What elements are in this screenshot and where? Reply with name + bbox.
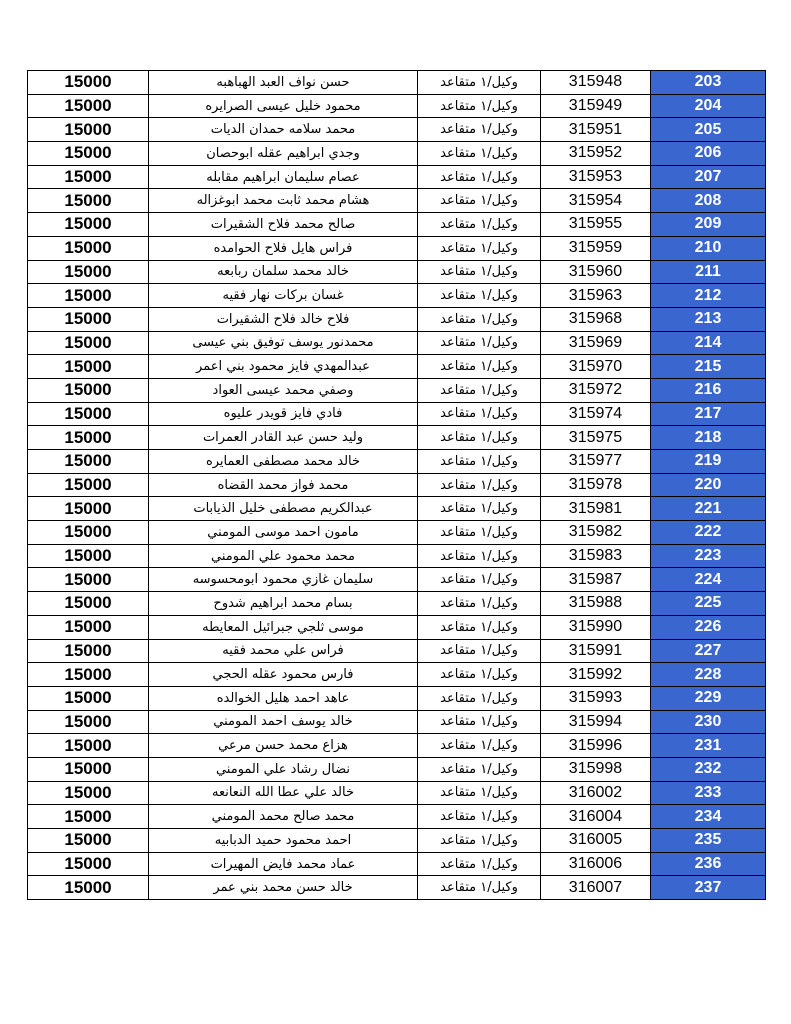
id-number-cell: 316002 bbox=[541, 781, 651, 805]
name-cell: محمد محمود علي المومني bbox=[149, 544, 418, 568]
serial-number-cell: 222 bbox=[651, 521, 766, 545]
id-number-cell: 315996 bbox=[541, 734, 651, 758]
serial-number-cell: 208 bbox=[651, 189, 766, 213]
serial-number-cell: 219 bbox=[651, 450, 766, 474]
amount-cell: 15000 bbox=[28, 544, 149, 568]
amount-cell: 15000 bbox=[28, 592, 149, 616]
name-cell: هزاع محمد حسن مرعي bbox=[149, 734, 418, 758]
rank-cell: وكيل/١ متقاعد bbox=[418, 260, 541, 284]
table-row bbox=[28, 781, 766, 805]
name-cell: مامون احمد موسى المومني bbox=[149, 521, 418, 545]
rank-cell: وكيل/١ متقاعد bbox=[418, 544, 541, 568]
rank-cell: وكيل/١ متقاعد bbox=[418, 378, 541, 402]
roster-table bbox=[27, 70, 766, 900]
serial-number-cell: 204 bbox=[651, 94, 766, 118]
serial-number-cell: 214 bbox=[651, 331, 766, 355]
id-number-cell: 315949 bbox=[541, 94, 651, 118]
serial-number-cell: 224 bbox=[651, 568, 766, 592]
rank-cell: وكيل/١ متقاعد bbox=[418, 852, 541, 876]
id-number-cell: 316007 bbox=[541, 876, 651, 900]
id-number-cell: 315992 bbox=[541, 663, 651, 687]
table-row bbox=[28, 757, 766, 781]
rank-cell: وكيل/١ متقاعد bbox=[418, 213, 541, 237]
serial-number-cell: 225 bbox=[651, 592, 766, 616]
serial-number-cell: 229 bbox=[651, 686, 766, 710]
amount-cell: 15000 bbox=[28, 876, 149, 900]
amount-cell: 15000 bbox=[28, 639, 149, 663]
serial-number-cell: 205 bbox=[651, 118, 766, 142]
rank-cell: وكيل/١ متقاعد bbox=[418, 829, 541, 853]
serial-number-cell: 233 bbox=[651, 781, 766, 805]
rank-cell: وكيل/١ متقاعد bbox=[418, 142, 541, 166]
table-row bbox=[28, 521, 766, 545]
name-cell: محمد صالح محمد المومني bbox=[149, 805, 418, 829]
table-row bbox=[28, 497, 766, 521]
amount-cell: 15000 bbox=[28, 734, 149, 758]
table-row bbox=[28, 734, 766, 758]
amount-cell: 15000 bbox=[28, 781, 149, 805]
name-cell: محمد سلامه حمدان الديات bbox=[149, 118, 418, 142]
serial-number-cell: 217 bbox=[651, 402, 766, 426]
amount-cell: 15000 bbox=[28, 497, 149, 521]
name-cell: عماد محمد فايض المهيرات bbox=[149, 852, 418, 876]
id-number-cell: 315951 bbox=[541, 118, 651, 142]
rank-cell: وكيل/١ متقاعد bbox=[418, 71, 541, 95]
serial-number-cell: 231 bbox=[651, 734, 766, 758]
name-cell: محمد فواز محمد القضاه bbox=[149, 473, 418, 497]
table-row bbox=[28, 118, 766, 142]
table-row bbox=[28, 639, 766, 663]
amount-cell: 15000 bbox=[28, 663, 149, 687]
id-number-cell: 315988 bbox=[541, 592, 651, 616]
rank-cell: وكيل/١ متقاعد bbox=[418, 876, 541, 900]
amount-cell: 15000 bbox=[28, 829, 149, 853]
name-cell: خالد حسن محمد بني عمر bbox=[149, 876, 418, 900]
serial-number-cell: 215 bbox=[651, 355, 766, 379]
name-cell: وصفي محمد عيسى العواد bbox=[149, 378, 418, 402]
rank-cell: وكيل/١ متقاعد bbox=[418, 568, 541, 592]
id-number-cell: 316006 bbox=[541, 852, 651, 876]
id-number-cell: 315963 bbox=[541, 284, 651, 308]
amount-cell: 15000 bbox=[28, 378, 149, 402]
rank-cell: وكيل/١ متقاعد bbox=[418, 805, 541, 829]
table-row bbox=[28, 686, 766, 710]
name-cell: نضال رشاد علي المومني bbox=[149, 757, 418, 781]
amount-cell: 15000 bbox=[28, 118, 149, 142]
serial-number-cell: 223 bbox=[651, 544, 766, 568]
roster-table-body bbox=[28, 71, 766, 900]
table-row bbox=[28, 142, 766, 166]
serial-number-cell: 212 bbox=[651, 284, 766, 308]
table-row bbox=[28, 568, 766, 592]
id-number-cell: 315952 bbox=[541, 142, 651, 166]
name-cell: عبدالمهدي فايز محمود بني اعمر bbox=[149, 355, 418, 379]
table-row bbox=[28, 378, 766, 402]
id-number-cell: 315968 bbox=[541, 307, 651, 331]
name-cell: عبدالكريم مصطفى خليل الذيابات bbox=[149, 497, 418, 521]
name-cell: فادي فايز قويدر عليوه bbox=[149, 402, 418, 426]
id-number-cell: 315998 bbox=[541, 757, 651, 781]
rank-cell: وكيل/١ متقاعد bbox=[418, 402, 541, 426]
name-cell: صالح محمد فلاح الشقيرات bbox=[149, 213, 418, 237]
rank-cell: وكيل/١ متقاعد bbox=[418, 307, 541, 331]
amount-cell: 15000 bbox=[28, 710, 149, 734]
serial-number-cell: 220 bbox=[651, 473, 766, 497]
table-row bbox=[28, 426, 766, 450]
id-number-cell: 315978 bbox=[541, 473, 651, 497]
serial-number-cell: 211 bbox=[651, 260, 766, 284]
name-cell: خالد علي عطا الله النعانعه bbox=[149, 781, 418, 805]
table-row bbox=[28, 94, 766, 118]
amount-cell: 15000 bbox=[28, 165, 149, 189]
amount-cell: 15000 bbox=[28, 402, 149, 426]
table-row bbox=[28, 829, 766, 853]
rank-cell: وكيل/١ متقاعد bbox=[418, 781, 541, 805]
amount-cell: 15000 bbox=[28, 213, 149, 237]
id-number-cell: 315993 bbox=[541, 686, 651, 710]
table-row bbox=[28, 450, 766, 474]
serial-number-cell: 227 bbox=[651, 639, 766, 663]
amount-cell: 15000 bbox=[28, 426, 149, 450]
table-row bbox=[28, 592, 766, 616]
rank-cell: وكيل/١ متقاعد bbox=[418, 284, 541, 308]
table-row bbox=[28, 876, 766, 900]
id-number-cell: 315994 bbox=[541, 710, 651, 734]
name-cell: خالد محمد مصطفى العمايره bbox=[149, 450, 418, 474]
id-number-cell: 315948 bbox=[541, 71, 651, 95]
id-number-cell: 316005 bbox=[541, 829, 651, 853]
rank-cell: وكيل/١ متقاعد bbox=[418, 686, 541, 710]
amount-cell: 15000 bbox=[28, 355, 149, 379]
rank-cell: وكيل/١ متقاعد bbox=[418, 497, 541, 521]
rank-cell: وكيل/١ متقاعد bbox=[418, 615, 541, 639]
amount-cell: 15000 bbox=[28, 260, 149, 284]
rank-cell: وكيل/١ متقاعد bbox=[418, 236, 541, 260]
serial-number-cell: 230 bbox=[651, 710, 766, 734]
table-row bbox=[28, 710, 766, 734]
table-row bbox=[28, 331, 766, 355]
amount-cell: 15000 bbox=[28, 805, 149, 829]
serial-number-cell: 216 bbox=[651, 378, 766, 402]
rank-cell: وكيل/١ متقاعد bbox=[418, 639, 541, 663]
table-row bbox=[28, 663, 766, 687]
serial-number-cell: 228 bbox=[651, 663, 766, 687]
amount-cell: 15000 bbox=[28, 236, 149, 260]
amount-cell: 15000 bbox=[28, 189, 149, 213]
id-number-cell: 316004 bbox=[541, 805, 651, 829]
amount-cell: 15000 bbox=[28, 307, 149, 331]
name-cell: خالد محمد سلمان ربابعه bbox=[149, 260, 418, 284]
amount-cell: 15000 bbox=[28, 568, 149, 592]
name-cell: موسى ثلجي جبرائيل المعايطه bbox=[149, 615, 418, 639]
name-cell: احمد محمود حميد الدبابيه bbox=[149, 829, 418, 853]
table-row bbox=[28, 402, 766, 426]
rank-cell: وكيل/١ متقاعد bbox=[418, 592, 541, 616]
id-number-cell: 315969 bbox=[541, 331, 651, 355]
serial-number-cell: 235 bbox=[651, 829, 766, 853]
serial-number-cell: 206 bbox=[651, 142, 766, 166]
rank-cell: وكيل/١ متقاعد bbox=[418, 331, 541, 355]
id-number-cell: 315959 bbox=[541, 236, 651, 260]
id-number-cell: 315991 bbox=[541, 639, 651, 663]
name-cell: بسام محمد ابراهيم شدوح bbox=[149, 592, 418, 616]
name-cell: خالد يوسف احمد المومني bbox=[149, 710, 418, 734]
rank-cell: وكيل/١ متقاعد bbox=[418, 189, 541, 213]
table-row bbox=[28, 260, 766, 284]
rank-cell: وكيل/١ متقاعد bbox=[418, 521, 541, 545]
name-cell: وجدي ابراهيم عقله ابوحصان bbox=[149, 142, 418, 166]
serial-number-cell: 209 bbox=[651, 213, 766, 237]
name-cell: محمدنور يوسف توفيق بني عيسى bbox=[149, 331, 418, 355]
name-cell: غسان بركات نهار فقيه bbox=[149, 284, 418, 308]
amount-cell: 15000 bbox=[28, 686, 149, 710]
rank-cell: وكيل/١ متقاعد bbox=[418, 663, 541, 687]
table-row bbox=[28, 473, 766, 497]
rank-cell: وكيل/١ متقاعد bbox=[418, 165, 541, 189]
name-cell: وليد حسن عبد القادر العمرات bbox=[149, 426, 418, 450]
amount-cell: 15000 bbox=[28, 852, 149, 876]
rank-cell: وكيل/١ متقاعد bbox=[418, 94, 541, 118]
serial-number-cell: 218 bbox=[651, 426, 766, 450]
table-row bbox=[28, 165, 766, 189]
id-number-cell: 315955 bbox=[541, 213, 651, 237]
serial-number-cell: 237 bbox=[651, 876, 766, 900]
table-row bbox=[28, 544, 766, 568]
id-number-cell: 315977 bbox=[541, 450, 651, 474]
id-number-cell: 315990 bbox=[541, 615, 651, 639]
name-cell: حسن نواف العبد الهباهبه bbox=[149, 71, 418, 95]
name-cell: هشام محمد ثابت محمد ابوغزاله bbox=[149, 189, 418, 213]
table-row bbox=[28, 236, 766, 260]
amount-cell: 15000 bbox=[28, 331, 149, 355]
name-cell: فراس هايل فلاح الحوامده bbox=[149, 236, 418, 260]
rank-cell: وكيل/١ متقاعد bbox=[418, 450, 541, 474]
id-number-cell: 315972 bbox=[541, 378, 651, 402]
id-number-cell: 315960 bbox=[541, 260, 651, 284]
rank-cell: وكيل/١ متقاعد bbox=[418, 355, 541, 379]
serial-number-cell: 221 bbox=[651, 497, 766, 521]
name-cell: محمود خليل عيسى الصرايره bbox=[149, 94, 418, 118]
serial-number-cell: 203 bbox=[651, 71, 766, 95]
id-number-cell: 315970 bbox=[541, 355, 651, 379]
serial-number-cell: 207 bbox=[651, 165, 766, 189]
id-number-cell: 315975 bbox=[541, 426, 651, 450]
table-row bbox=[28, 805, 766, 829]
amount-cell: 15000 bbox=[28, 757, 149, 781]
name-cell: سليمان غازي محمود ابومحسوسه bbox=[149, 568, 418, 592]
rank-cell: وكيل/١ متقاعد bbox=[418, 734, 541, 758]
rank-cell: وكيل/١ متقاعد bbox=[418, 710, 541, 734]
serial-number-cell: 213 bbox=[651, 307, 766, 331]
name-cell: فارس محمود عقله الحجي bbox=[149, 663, 418, 687]
amount-cell: 15000 bbox=[28, 284, 149, 308]
table-row bbox=[28, 71, 766, 95]
amount-cell: 15000 bbox=[28, 450, 149, 474]
id-number-cell: 315953 bbox=[541, 165, 651, 189]
amount-cell: 15000 bbox=[28, 521, 149, 545]
amount-cell: 15000 bbox=[28, 615, 149, 639]
amount-cell: 15000 bbox=[28, 473, 149, 497]
id-number-cell: 315987 bbox=[541, 568, 651, 592]
rank-cell: وكيل/١ متقاعد bbox=[418, 757, 541, 781]
id-number-cell: 315954 bbox=[541, 189, 651, 213]
rank-cell: وكيل/١ متقاعد bbox=[418, 426, 541, 450]
name-cell: فلاح خالد فلاح الشقيرات bbox=[149, 307, 418, 331]
name-cell: عاهد احمد هليل الخوالده bbox=[149, 686, 418, 710]
rank-cell: وكيل/١ متقاعد bbox=[418, 473, 541, 497]
serial-number-cell: 210 bbox=[651, 236, 766, 260]
serial-number-cell: 236 bbox=[651, 852, 766, 876]
id-number-cell: 315981 bbox=[541, 497, 651, 521]
rank-cell: وكيل/١ متقاعد bbox=[418, 118, 541, 142]
serial-number-cell: 232 bbox=[651, 757, 766, 781]
name-cell: فراس علي محمد فقيه bbox=[149, 639, 418, 663]
amount-cell: 15000 bbox=[28, 71, 149, 95]
serial-number-cell: 226 bbox=[651, 615, 766, 639]
serial-number-cell: 234 bbox=[651, 805, 766, 829]
name-cell: عصام سليمان ابراهيم مقابله bbox=[149, 165, 418, 189]
id-number-cell: 315982 bbox=[541, 521, 651, 545]
table-row bbox=[28, 852, 766, 876]
amount-cell: 15000 bbox=[28, 142, 149, 166]
table-row bbox=[28, 284, 766, 308]
table-row bbox=[28, 189, 766, 213]
id-number-cell: 315983 bbox=[541, 544, 651, 568]
table-row bbox=[28, 307, 766, 331]
table-row bbox=[28, 355, 766, 379]
table-row bbox=[28, 213, 766, 237]
amount-cell: 15000 bbox=[28, 94, 149, 118]
id-number-cell: 315974 bbox=[541, 402, 651, 426]
table-row bbox=[28, 615, 766, 639]
